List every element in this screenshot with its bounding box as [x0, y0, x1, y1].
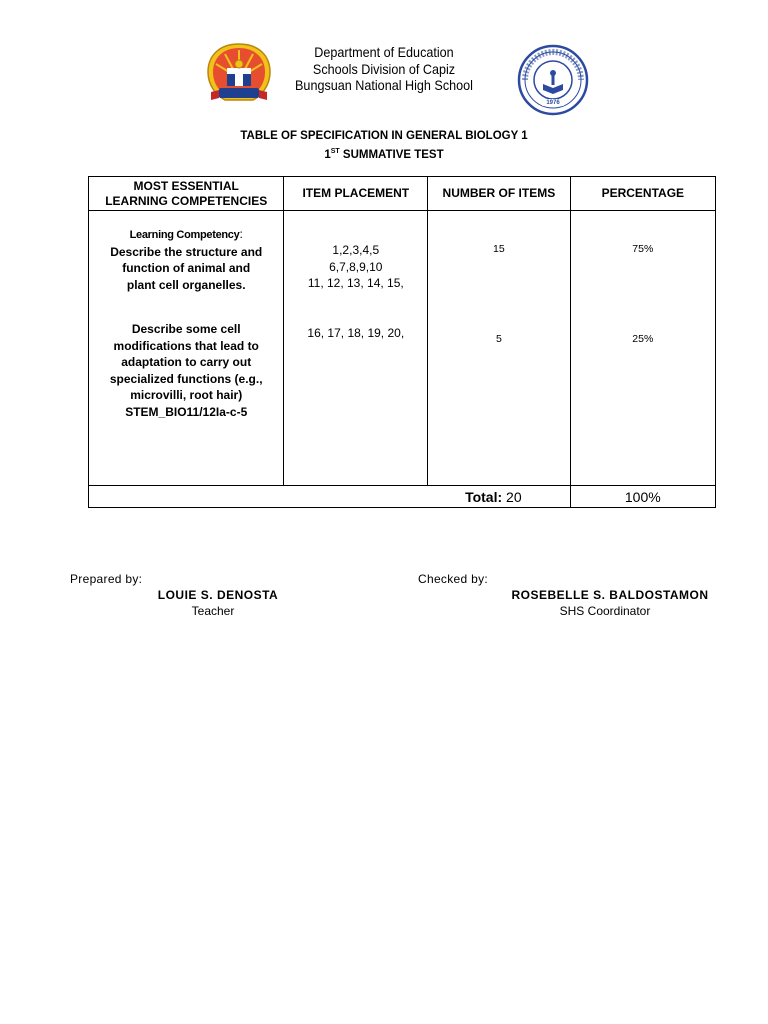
title-ordinal: 1 — [324, 149, 331, 161]
competency-1-line: function of animal and — [122, 261, 251, 275]
total-cell — [89, 486, 571, 508]
total-percentage: 100% — [570, 486, 715, 508]
prepared-by-name: LOUIE S. DENOSTA — [157, 588, 279, 602]
competency-2-line: specialized functions (e.g., — [109, 371, 263, 386]
table-header-row — [89, 177, 716, 211]
prepared-by-role: Teacher — [191, 604, 235, 618]
competency-2-line: STEM_BIO11/12Ia-c-5 — [125, 404, 248, 419]
competency-2 — [89, 321, 283, 420]
letterhead — [0, 40, 768, 110]
number-of-items-cell — [428, 211, 570, 486]
header-competencies: MOST ESSENTIAL LEARNING COMPETENCIES — [89, 177, 284, 211]
competency-1 — [89, 226, 283, 293]
learning-competency-label: Learning Competency: — [129, 227, 243, 241]
letterhead-text — [234, 44, 534, 94]
item-placement-2 — [284, 325, 427, 342]
table-row — [89, 211, 716, 486]
title-ordinal-suffix: ST — [330, 148, 340, 155]
item-placement-line: 16, 17, 18, 19, 20, — [307, 326, 405, 340]
percentage-1: 75% — [632, 243, 654, 255]
division-name: Schools Division of Capiz — [312, 60, 456, 77]
competency-2-line: modifications that lead to — [113, 338, 259, 353]
item-placement-line: 1,2,3,4,5 — [332, 243, 380, 257]
header-item-placement: ITEM PLACEMENT — [284, 177, 428, 211]
school-seal-year: 1976 — [546, 100, 560, 106]
item-placement-1 — [284, 242, 427, 292]
total-label: Total: — [465, 488, 503, 505]
item-count-1: 15 — [493, 243, 505, 255]
checked-by-name: ROSEBELLE S. BALDOSTAMON — [511, 588, 709, 602]
percentage-2: 25% — [632, 333, 654, 345]
total-value: 20 — [506, 488, 522, 505]
checked-by-label: Checked by: — [418, 572, 489, 586]
document-title — [0, 128, 768, 163]
specification-table — [88, 176, 716, 508]
prepared-by-label: Prepared by: — [70, 572, 143, 586]
competency-2-line: Describe some cell — [131, 322, 241, 336]
item-placement-line: 11, 12, 13, 14, 15, — [307, 276, 404, 290]
competency-2-line: adaptation to carry out — [121, 355, 252, 369]
competency-1-line: Describe the structure and — [110, 244, 263, 259]
checked-by-role: SHS Coordinator — [559, 604, 651, 618]
item-count-2: 5 — [495, 333, 502, 345]
item-placement-line: 6,7,8,9,10 — [329, 259, 383, 274]
item-placement-cell — [284, 211, 428, 486]
department-name: Department of Education — [314, 44, 454, 60]
header-number-of-items: NUMBER OF ITEMS — [428, 177, 570, 211]
competency-1-line: plant cell organelles. — [126, 277, 246, 292]
title-line-2 — [0, 144, 768, 163]
competency-2-line: microvilli, root hair) — [130, 388, 243, 402]
percentage-cell — [570, 211, 715, 486]
competencies-cell — [89, 211, 284, 486]
header-percentage: PERCENTAGE — [570, 177, 715, 211]
school-seal-icon — [517, 44, 589, 116]
total-row — [89, 486, 716, 508]
title-line-1: TABLE OF SPECIFICATION IN GENERAL BIOLOGY 1 — [240, 130, 528, 142]
school-name: Bungsuan National High School — [295, 77, 473, 93]
title-test-name: SUMMATIVE TEST — [339, 149, 444, 161]
